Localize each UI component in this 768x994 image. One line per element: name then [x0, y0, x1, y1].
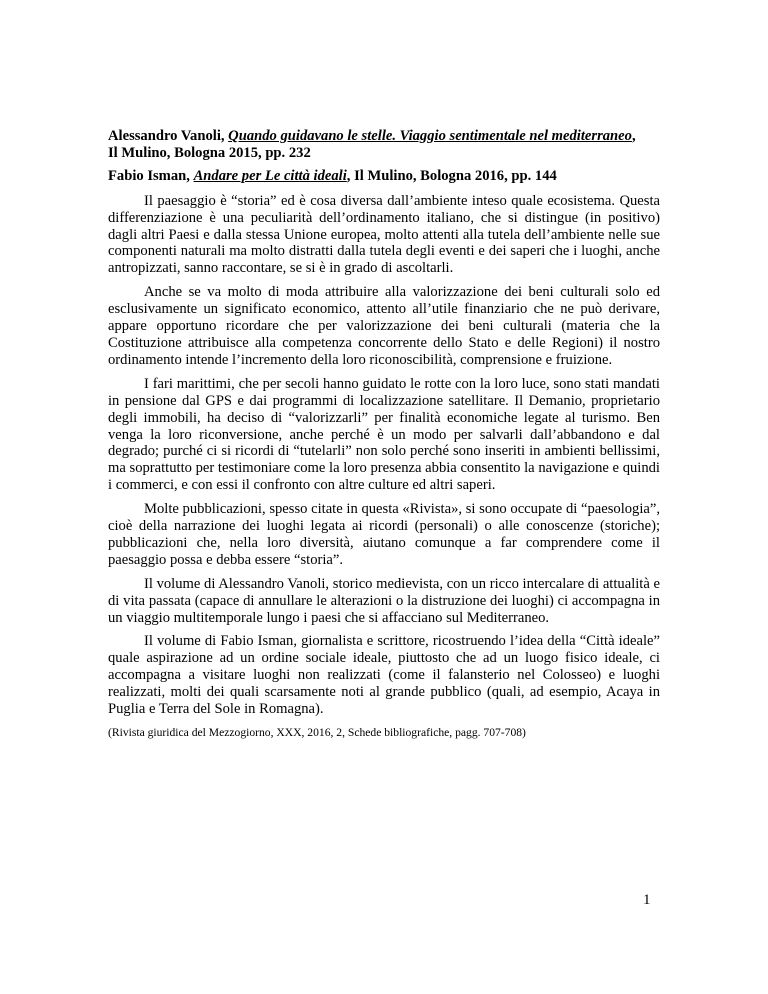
body-paragraph: Il paesaggio è “storia” ed è cosa diversa dall’ambiente inteso quale ecosistema. Questa differenziazione è una peculiarità dell’ordinamento italiano, che si distingue (in positivo) dagli altri Paesi e dalla stessa Unione europea, molto attenti alla tutela dell’ambiente nelle sue componenti naturali ma molto distratti dalla tutela degli eventi e dei saperi che i luoghi, anche antropizzati, sanno raccontare, se si è in grado di ascoltarli.	[108, 192, 660, 277]
author-name: Alessandro Vanoli	[108, 128, 221, 144]
book-reference-2	[108, 168, 660, 185]
book-reference-1	[108, 128, 660, 162]
book-title: Andare per Le città ideali	[193, 167, 347, 184]
title-tail: ,	[631, 128, 636, 144]
author-name: Fabio Isman	[108, 167, 187, 184]
separator: ,	[186, 167, 194, 184]
body-paragraph: Anche se va molto di moda attribuire alla valorizzazione dei beni culturali solo ed esclusivamente un significato economico, attento all’utile finanziario che ne può derivare, appare opportuno ricordare che per valorizzazione dei beni culturali (materia che la Costituzione attribuisce alla competenza concorrente dello Stato e delle Regioni) il nostro ordinamento intende l’incremento della loro riconoscibilità, comprensione e fruizione.	[108, 284, 660, 368]
page-number: 1	[643, 892, 651, 908]
separator: ,	[220, 128, 229, 144]
body-paragraph: Il volume di Alessandro Vanoli, storico medievista, con un ricco intercalare di attualità e di vita passata (capace di annullare le alterazioni o la distruzione dei luoghi) ci accompagna in un viaggio multitemporale lungo i paesi che si affacciano sul Mediterraneo.	[108, 575, 660, 626]
title-tail: , Il Mulino, Bologna 2016, pp. 144	[346, 167, 557, 184]
book-title: Quando guidavano le stelle. Viaggio sentimentale nel mediterraneo	[228, 128, 632, 144]
body-paragraph: Molte pubblicazioni, spesso citate in questa «Rivista», si sono occupate di “paesologia”, cioè della narrazione dei luoghi legata ai ricordi (personali) o alle conoscenze (storiche); pubblicazioni che, nella loro diversità, aiutano comunque a far comprendere come il paesaggio possa e debba essere “storia”.	[108, 501, 660, 568]
page-content	[108, 128, 660, 740]
source-citation: (Rivista giuridica del Mezzogiorno, XXX, 2016, 2, Schede bibliografiche, pagg. 707-708)	[108, 726, 526, 739]
body-paragraph: Il volume di Fabio Isman, giornalista e scrittore, ricostruendo l’idea della “Città ideale” quale aspirazione ad un ordine sociale ideale, piuttosto che ad un luogo fisico ideale, ci accompagna a visitare luoghi non realizzati (come il falansterio nel Colosseo) e luoghi realizzati, molti dei quali scarsamente noti al grande pubblico (quali, ad esempio, Acaya in Puglia e Terra del Sole in Romagna).	[108, 633, 660, 718]
publisher-line: Il Mulino, Bologna 2015, pp. 232	[108, 144, 311, 161]
body-paragraph: I fari marittimi, che per secoli hanno guidato le rotte con la loro luce, sono stati mandati in pensione dal GPS e dai programmi di localizzazione satellitare. Il Demanio, proprietario degli immobili, ha deciso di “valorizzarli” per finalità economiche legate al turismo. Ben venga la loro riconversione, anche perché è un modo per salvarli dall’abbandono e dal degrado; purché ci si ricordi di “tutelarli” non solo perché sono inseriti in ambienti bellissimi, ma soprattutto per testimoniare come la loro presenza abbia consentito la navigazione e quindi i commerci, e con essi il confronto con altre culture ed altri saperi.	[108, 375, 660, 494]
